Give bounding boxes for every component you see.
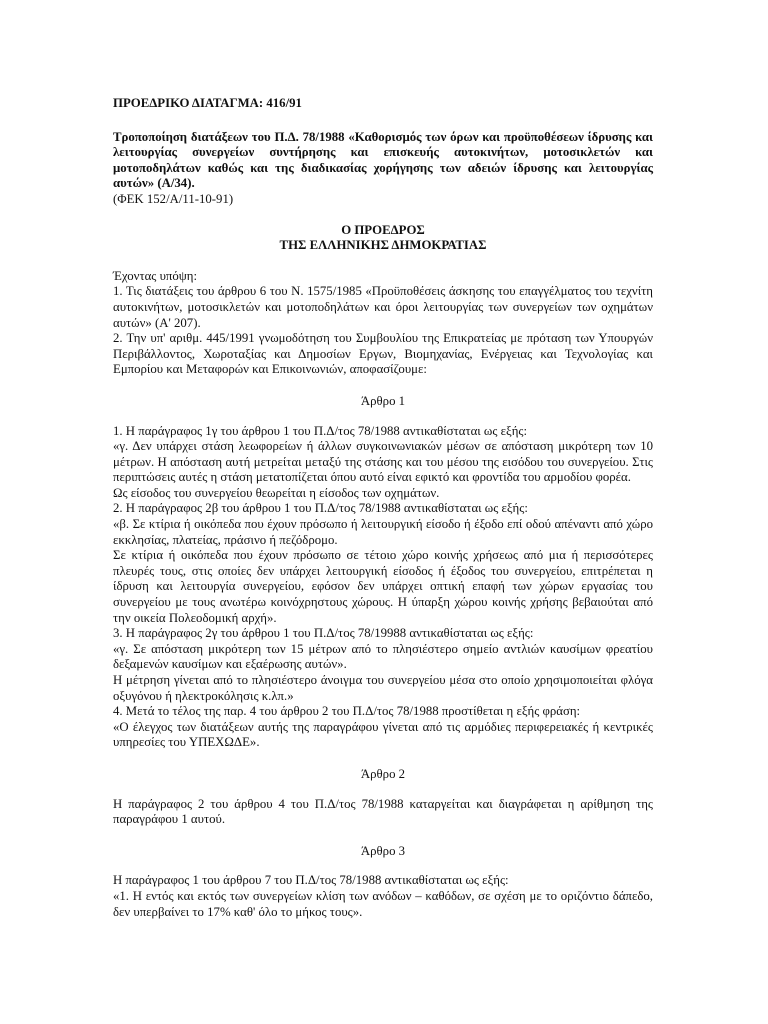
preamble-item: 2. Την υπ' αριθμ. 445/1991 γνωμοδότηση του Συμβουλίου της Επικρατείας με πρόταση των Υπουργών Περιβάλλοντος, Χωροταξίας και Δημοσίων Εργων, Βιομηχανίας, Ενέργειας και Τεχνολογίας και Εμπορίου και Μεταφορών και Επικοινωνιών, αποφασίζουμε: <box>113 331 653 377</box>
article-3-paragraph: Η παράγραφος 1 του άρθρου 7 του Π.Δ/τος 78/1988 αντικαθίσταται ως εξής: <box>113 873 509 888</box>
president-heading-line2: ΤΗΣ ΕΛΛΗΝΙΚΗΣ ΔΗΜΟΚΡΑΤΙΑΣ <box>279 238 487 253</box>
article-1-paragraph: Η μέτρηση γίνεται από το πλησιέστερο άνοιγμα του συνεργείου μέσα στο οποίο χρησιμοποιείται φλόγα οξυγόνου ή ηλεκτροκόλησις κ.λπ.» <box>113 673 653 703</box>
decree-number: ΠΡΟΕΔΡΙΚΟ ΔΙΑΤΑΓΜΑ: 416/91 <box>113 96 302 110</box>
article-1-paragraph: 3. Η παράγραφος 2γ του άρθρου 1 του Π.Δ/τος 78/19988 αντικαθίσταται ως εξής: <box>113 626 534 641</box>
article-2-heading: Άρθρο 2 <box>360 766 406 781</box>
article-1-paragraph: Σε κτίρια ή οικόπεδα που έχουν πρόσωπο σε τέτοιο χώρο κοινής χρήσεως από μια ή περισσότερες πλευρές τους, στις οποίες δεν υπάρχει λειτουργική είσοδος ή έξοδος του συνεργείου, επιτρέπεται η ίδρυση και λειτουργία συνεργείου, εφόσον δεν υπάρχει οπτική επαφή των χώρων εργασίας του συνεργείου με τους ανωτέρω κοινόχρηστους χώρους. Η ύπαρξη χώρου κοινής χρήσης βεβαιούται από την οικεία Πολεοδομική αρχή». <box>113 548 653 625</box>
decree-title: Τροποποίηση διατάξεων του Π.Δ. 78/1988 «Καθορισμός των όρων και προϋποθέσεων ίδρυσης και λειτουργίας συνεργείων συντήρησης και επισκευής αυτοκινήτων, μοτοσικλετών και μοτοποδηλάτων καθώς και της διαδικασίας χορήγησης των αδειών ίδρυσης και λειτουργίας αυτών» (Α/34). <box>113 129 653 191</box>
article-1-paragraph: 4. Μετά το τέλος της παρ. 4 του άρθρου 2 του Π.Δ/τος 78/1988 προστίθεται η εξής φράση: <box>113 704 581 719</box>
article-1-paragraph: «β. Σε κτίρια ή οικόπεδα που έχουν πρόσωπο ή λειτουργική είσοδο ή έξοδο επί οδού απέναντι από χώρο εκκλησίας, πλατείας, πράσινο ή πεζόδρομο. <box>113 517 653 547</box>
document-body <box>113 96 653 920</box>
article-1-paragraph: «γ. Δεν υπάρχει στάση λεωφορείων ή άλλων συγκοινωνιακών μέσων σε απόσταση μικρότερη των 10 μέτρων. Η απόσταση αυτή μετρείται μεταξύ της στάσης και του μέσου της εισόδου του συνεργείου. Στις περιπτώσεις αυτές η στάση μετατοπίζεται όπου αυτό είναι εφικτό και φροντίδα του αρμοδίου φορέα. <box>113 439 653 485</box>
article-1-paragraph: 2. Η παράγραφος 2β του άρθρου 1 του Π.Δ/τος 78/1988 αντικαθίσταται ως εξής: <box>113 501 528 516</box>
article-3-paragraph: «1. Η εντός και εκτός των συνεργείων κλίση των ανόδων – καθόδων, σε σχέση με το οριζόντιο δάπεδο, δεν υπερβαίνει το 17% καθ' όλο το μήκος τους». <box>113 888 653 919</box>
president-heading-line1: Ο ΠΡΟΕΔΡΟΣ <box>341 222 425 237</box>
article-1-heading: Άρθρο 1 <box>360 393 406 408</box>
article-1-paragraph: 1. Η παράγραφος 1γ του άρθρου 1 του Π.Δ/τος 78/1988 αντικαθίσταται ως εξής: <box>113 423 528 438</box>
preamble-intro: Έχοντας υπόψη: <box>113 268 198 283</box>
article-1-paragraph: «Ο έλεγχος των διατάξεων αυτής της παραγράφου γίνεται από τις αρμόδιες περιφερειακές ή κεντρικές υπηρεσίες του ΥΠΕΧΩΔΕ». <box>113 719 653 750</box>
article-1-paragraph: Ως είσοδος του συνεργείου θεωρείται η είσοδος των οχημάτων. <box>113 485 440 500</box>
gazette-reference: (ΦΕΚ 152/Α/11-10-91) <box>113 191 234 206</box>
article-1-paragraph: «γ. Σε απόσταση μικρότερη των 15 μέτρων από το πλησιέστερο σημείο αντλιών καυσίμων φρεατίου δεξαμενών καυσίμων και εξαέρωσης αυτών». <box>113 641 653 672</box>
preamble-item: 1. Τις διατάξεις του άρθρου 6 του Ν. 1575/1985 «Προϋποθέσεις άσκησης του επαγγέλματος του τεχνίτη αυτοκινήτων, μοτοσικλετών και μοτοποδηλάτων και όροι λειτουργίας των συνεργείων των οχημάτων αυτών» (Α' 207). <box>113 284 653 330</box>
article-2-paragraph: Η παράγραφος 2 του άρθρου 4 του Π.Δ/τος 78/1988 καταργείται και διαγράφεται η αρίθμηση της παραγράφου 1 αυτού. <box>113 796 653 827</box>
article-3-heading: Άρθρο 3 <box>360 843 406 858</box>
